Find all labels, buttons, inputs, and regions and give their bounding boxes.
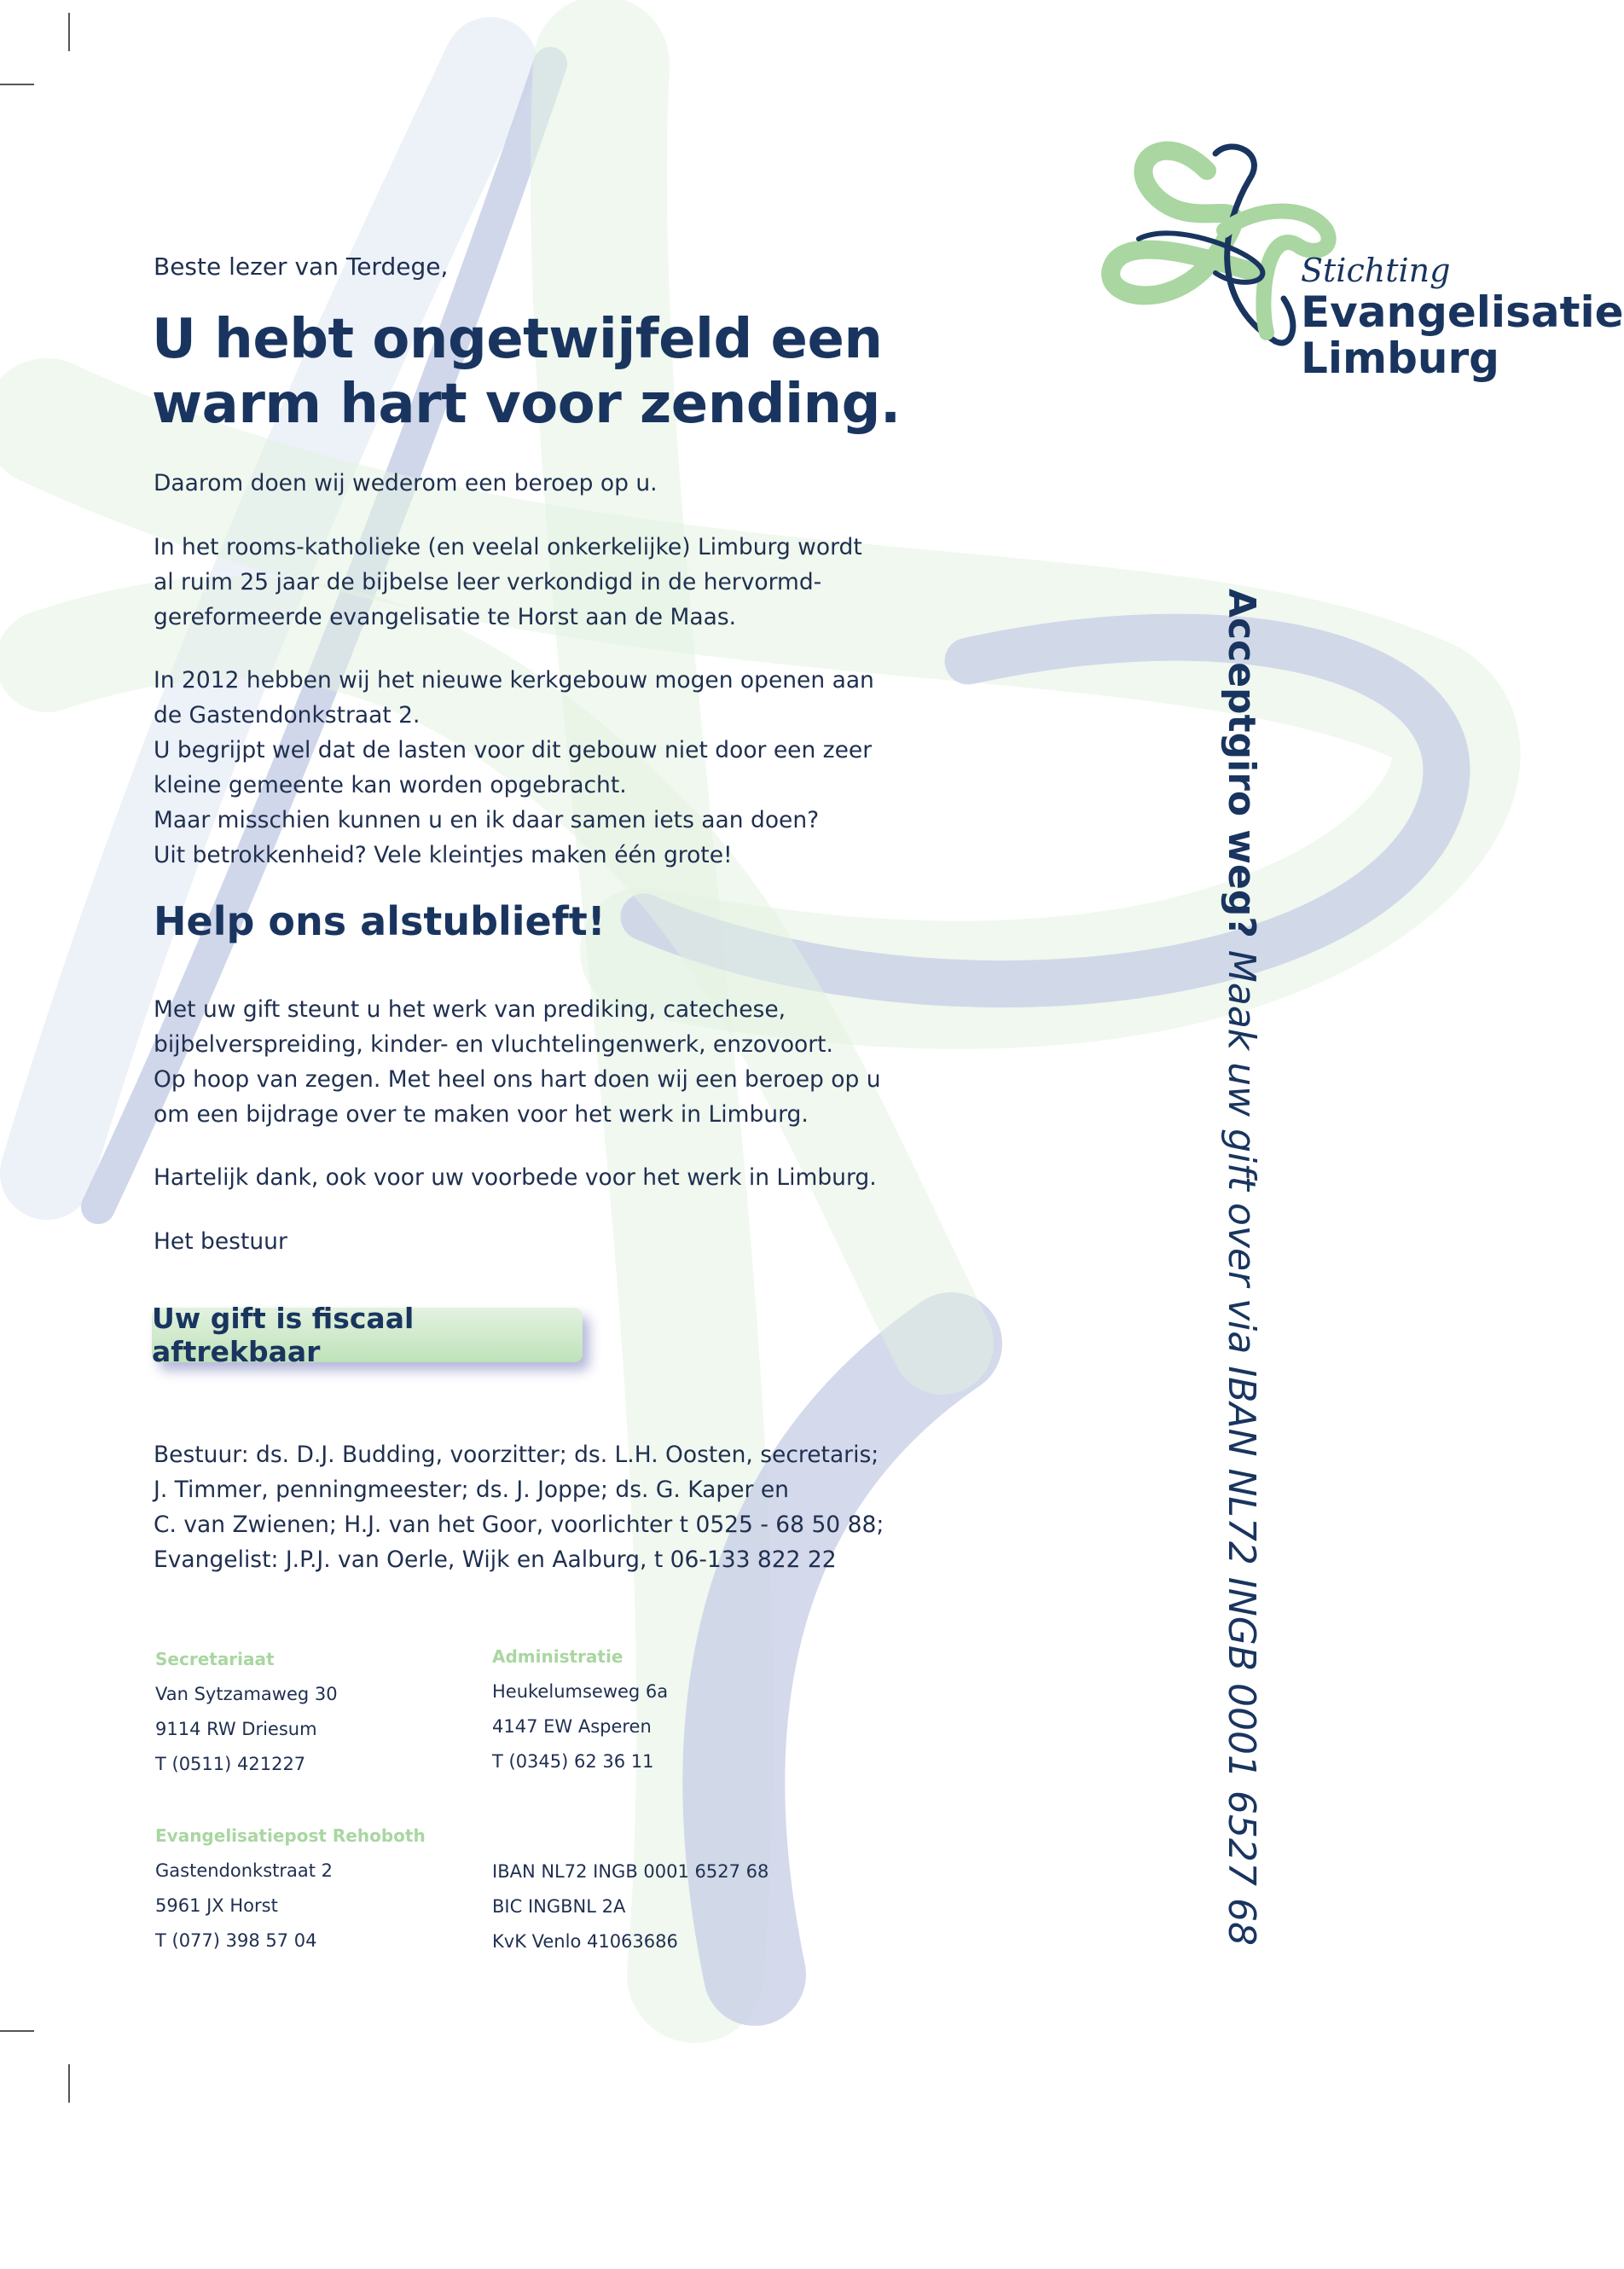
paragraph-history — [154, 530, 862, 635]
text-line: gereformeerde evangelisatie te Horst aan de Maas. — [154, 604, 737, 630]
paragraph-building — [154, 663, 874, 873]
text-line: U begrijpt wel dat de lasten voor dit gebouw niet door een zeer — [154, 737, 873, 763]
text-line: Maar misschien kunnen u en ik daar samen iets aan doen? — [154, 807, 820, 833]
subheading: Help ons alstublieft! — [154, 898, 606, 944]
text-line: de Gastendonkstraat 2. — [154, 702, 420, 728]
address-secretariaat — [155, 1642, 338, 1782]
intro-paragraph: Daarom doen wij wederom een beroep op u. — [154, 470, 658, 496]
logo-stichting: Stichting — [1301, 252, 1451, 289]
address-line: Heukelumseweg 6a — [492, 1681, 669, 1702]
address-rehoboth — [155, 1819, 426, 1959]
text-line: Met uw gift steunt u het werk van prediking, catechese, — [154, 996, 786, 1023]
address-title: Evangelisatiepost Rehoboth — [155, 1825, 426, 1846]
headline — [152, 307, 919, 437]
address-line: 9114 RW Driesum — [155, 1719, 317, 1739]
fiscal-deductible-badge: Uw gift is fiscaal aftrekbaar — [152, 1308, 583, 1362]
logo-wordmark — [1301, 252, 1624, 381]
bank-line: IBAN NL72 INGB 0001 6527 68 — [492, 1861, 769, 1882]
text-line: J. Timmer, penningmeester; ds. J. Joppe; ds. G. Kaper en — [154, 1477, 789, 1503]
headline-line: U hebt ongetwijfeld een — [152, 308, 883, 371]
text-line: Uit betrokkenheid? Vele kleintjes maken één grote! — [154, 842, 733, 868]
text-line: C. van Zwienen; H.J. van het Goor, voorlichter t 0525 - 68 50 88; — [154, 1512, 884, 1538]
crop-mark — [68, 13, 70, 51]
text-line: In het rooms-katholieke (en veelal onkerkelijke) Limburg wordt — [154, 534, 862, 560]
bank-line: BIC INGBNL 2A — [492, 1896, 626, 1917]
signoff: Het bestuur — [154, 1228, 287, 1255]
logo-name-line2: Limburg — [1301, 334, 1499, 383]
text-line: bijbelverspreiding, kinder- en vluchtelingenwerk, enzovoort. — [154, 1031, 833, 1058]
text-line: Bestuur: ds. D.J. Budding, voorzitter; ds. L.H. Oosten, secretaris; — [154, 1442, 879, 1468]
bank-line: KvK Venlo 41063686 — [492, 1931, 678, 1952]
address-line: T (0345) 62 36 11 — [492, 1751, 654, 1772]
greeting: Beste lezer van Terdege, — [154, 252, 449, 281]
vertical-iban-callout — [1215, 589, 1267, 1946]
crop-mark — [0, 2030, 34, 2032]
crop-mark — [68, 2064, 70, 2103]
board-members — [154, 1437, 884, 1577]
address-line: Gastendonkstraat 2 — [155, 1860, 334, 1881]
address-administratie — [492, 1639, 668, 1779]
text-line: om een bijdrage over te maken voor het werk in Limburg. — [154, 1101, 809, 1128]
address-line: T (0511) 421227 — [155, 1754, 306, 1774]
text-line: kleine gemeente kan worden opgebracht. — [154, 772, 627, 798]
text-line: Op hoop van zegen. Met heel ons hart doen wij een beroep op u — [154, 1066, 881, 1093]
text-line: In 2012 hebben wij het nieuwe kerkgebouw mogen openen aan — [154, 667, 874, 693]
address-title: Secretariaat — [155, 1649, 275, 1669]
address-line: Van Sytzamaweg 30 — [155, 1684, 338, 1704]
crop-mark — [0, 84, 34, 85]
address-line: 5961 JX Horst — [155, 1895, 278, 1916]
address-line: T (077) 398 57 04 — [155, 1930, 317, 1951]
text-line: al ruim 25 jaar de bijbelse leer verkondigd in de hervormd- — [154, 569, 822, 595]
text-line: Evangelist: J.P.J. van Oerle, Wijk en Aalburg, t 06-133 822 22 — [154, 1547, 837, 1573]
address-line: 4147 EW Asperen — [492, 1716, 652, 1737]
thanks-line: Hartelijk dank, ook voor uw voorbede voor het werk in Limburg. — [154, 1164, 877, 1191]
paragraph-appeal — [154, 992, 881, 1132]
bank-details — [492, 1854, 768, 1959]
headline-line: warm hart voor zending. — [152, 373, 901, 436]
vertical-callout-bold: Acceptgiro weg? — [1220, 589, 1263, 938]
address-title: Administratie — [492, 1646, 624, 1667]
vertical-callout-italic: Maak uw gift over via IBAN NL72 INGB 0001 6527 68 — [1220, 937, 1263, 1946]
logo-name-line1: Evangelisatie — [1301, 287, 1624, 337]
